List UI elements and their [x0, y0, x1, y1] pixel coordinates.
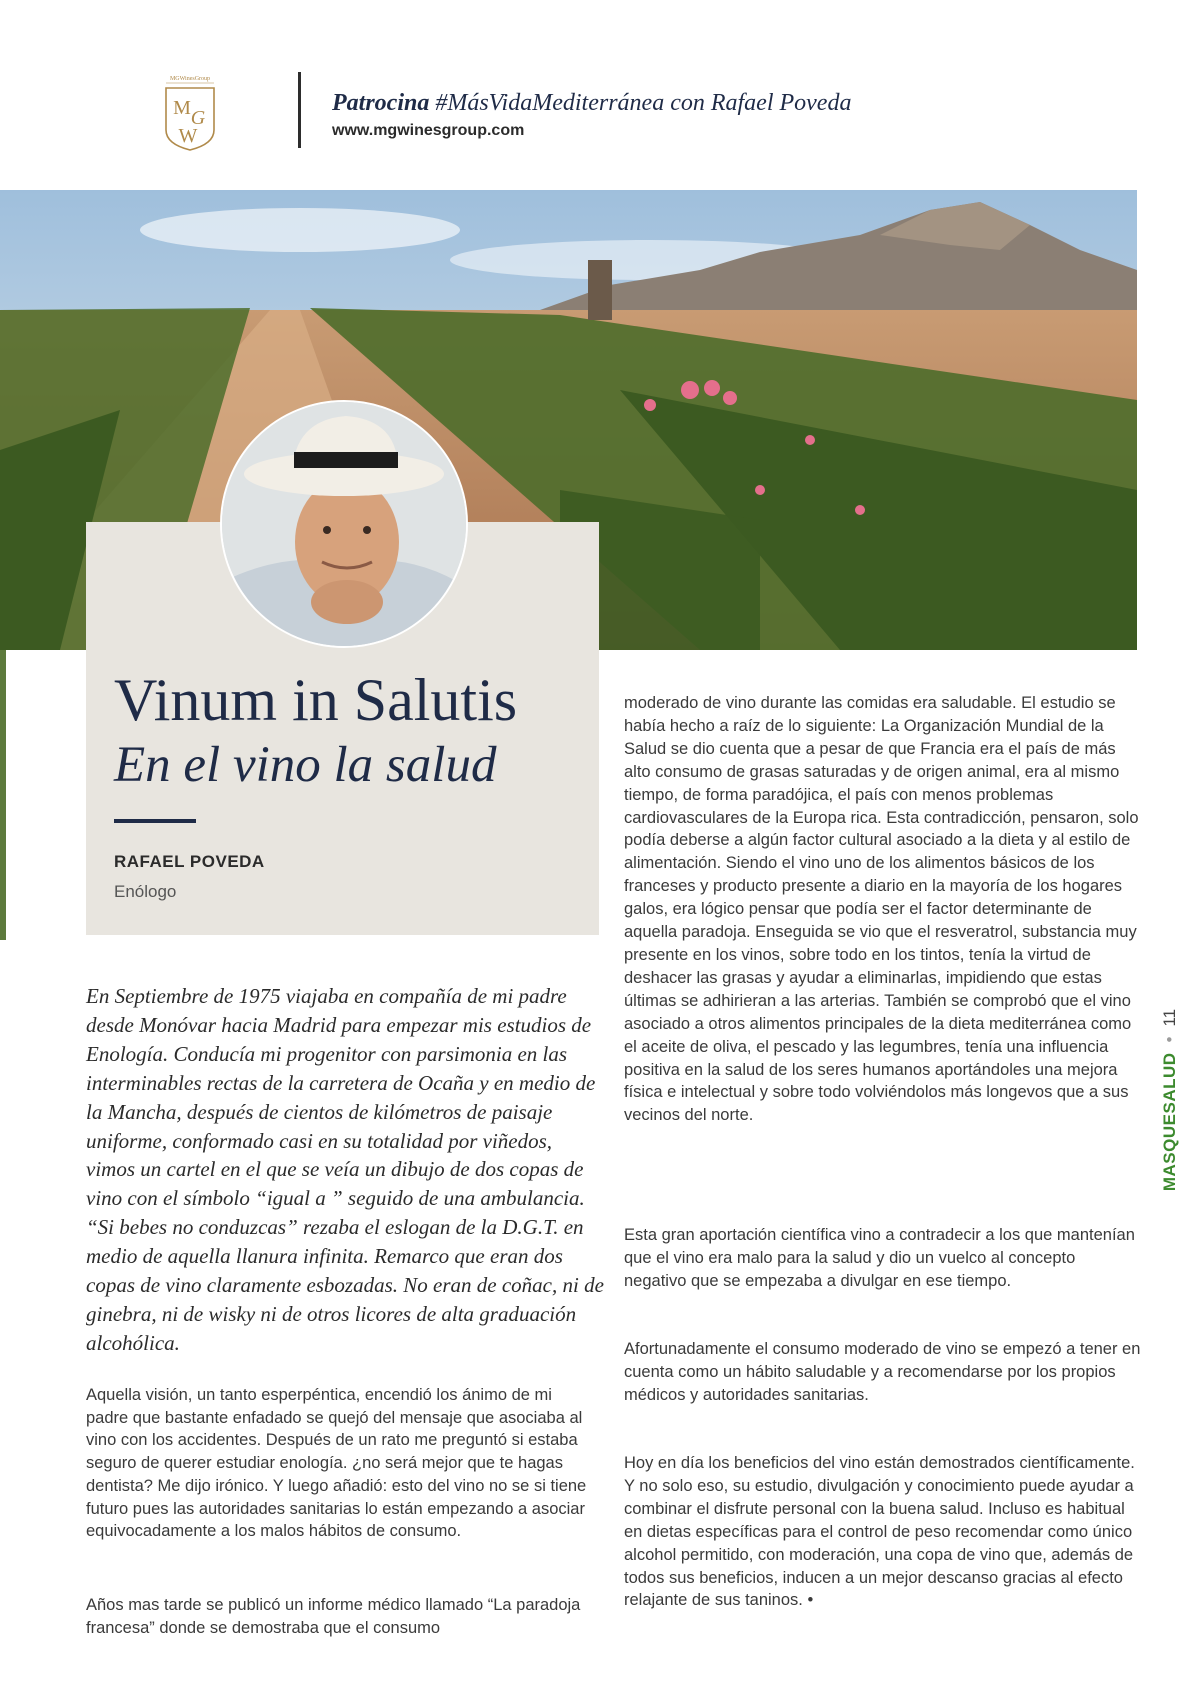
body-paragraph: Años mas tarde se publicó un informe médico llamado “La paradoja francesa” donde se demostraba que el consumo — [86, 1596, 581, 1637]
magazine-side-label — [1160, 1009, 1180, 1191]
author-portrait-photo — [220, 400, 468, 648]
article-subtitle: En el vino la salud — [114, 737, 497, 793]
body-paragraph: Hoy en día los beneficios del vino están demostrados científicamente. Y no solo eso, su estudio, divulgación y conocimiento puede ayudar a combinar el disfrute personal con la buena salud. Incluso es habitual en dietas específicas para el control de peso recomendar como único alcohol permitido, con moderación, una copa de vino que, además de todos sus beneficios, inducen a un mejor descanso gracias al efecto relajante de sus taninos. • — [624, 1454, 1135, 1610]
svg-text:M: M — [173, 97, 191, 119]
photo-edge-strip — [0, 650, 6, 940]
separator-dot: • — [1160, 1036, 1179, 1043]
svg-text:G: G — [190, 107, 206, 129]
body-paragraph: Aquella visión, un tanto esperpéntica, encendió los ánimo de mi padre que bastante enfadado se quejó del mensaje que asociaba al vino con los accidentes. Después de un rato me preguntó si estaba seguro de querer estudiar enología. ¿no será mejor que te hagas dentista? Me dijo irónico. Y luego añadió: esto del vino no se si tiene futuro pues las autoridades sanitarias lo están empezando a asociar equivocadamente a los malos hábitos de consumo. — [86, 1386, 587, 1541]
svg-text:W: W — [178, 125, 198, 147]
sponsor-line — [332, 90, 851, 117]
article-title: Vinum in Salutis — [114, 667, 518, 733]
magazine-brand: MASQUESALUD — [1160, 1052, 1179, 1192]
sponsor-prefix: Patrocina — [332, 90, 430, 116]
body-paragraph: Afortunadamente el consumo moderado de vino se empezó a tener en cuenta como un hábito saludable y a recomendarse por los propios médicos y autoridades sanitarias. — [624, 1340, 1141, 1404]
header-divider — [298, 72, 301, 148]
svg-text:MGWinesGroup: MGWinesGroup — [169, 76, 211, 82]
body-paragraph: moderado de vino durante las comidas era saludable. El estudio se había hecho a raíz de lo siguiente: La Organización Mundial de la Salud se dio cuenta que a pesar de que Francia era el país de más alto consumo de grasas saturadas y de origen animal, era al mismo tiempo, de forma paradójica, el país con menos problemas cardiovasculares de la Europa rica. Esta contradicción, pensaron, solo podía deberse a algún factor cultural asociado a la dieta y al estilo de alimentación. Siendo el vino uno de los alimentos básicos de los franceses y producto presente a diario en la mayoría de los hogares galos, era lógico pensar que podía ser el factor determinante de aquella paradoja. Enseguida se vio que el resveratrol, substancia muy presente en los vinos, sobre todo en los tintos, tenía la virtud de deshacer las grasas y ayudar a eliminarlas, impidiendo que estas últimas se adhirieran a las arterias. También se comprobó que el vino asociado a otros alimentos principales de la dieta mediterránea como el aceite de oliva, el pescado y las legumbres, tenía una influencia positiva en la salud de los seres humanos aportándoles una mejora física e intelectual y sobre todo volviéndolos más longevos que a sus vecinos del norte. — [624, 694, 1139, 1125]
page-number: 11 — [1160, 1008, 1179, 1027]
lead-paragraph: En Septiembre de 1975 viajaba en compañía de mi padre desde Monóvar hacia Madrid para empezar mis estudios de Enología. Conducía mi progenitor con parsimonia en las interminables rectas de la carretera de Ocaña y en medio de la Mancha, después de cientos de kilómetros de paisaje uniforme, conformado casi en su totalidad por viñedos, vimos un cartel en el que se veía un dibujo de dos copas de vino con el símbolo “igual a ” seguido de una ambulancia. “Si bebes no conduzcas” rezaba el eslogan de la D.G.T. en medio de aquella llanura infinita. Remarco que eran dos copas de vino claramente esbozadas. No eran de coñac, ni de ginebra, ni de wisky ni de otros licores de alta graduación alcohólica. — [86, 984, 604, 1355]
sponsor-text: #MásVidaMediterránea con Rafael Poveda — [429, 90, 852, 116]
author-name: RAFAEL POVEDA — [114, 852, 265, 871]
body-paragraph: Esta gran aportación científica vino a contradecir a los que mantenían que el vino era malo para la salud y dio un vuelco al concepto negativo que se empezaba a divulgar en ese tiempo. — [624, 1226, 1135, 1290]
website-link[interactable]: www.mgwinesgroup.com — [332, 122, 525, 139]
author-role: Enólogo — [114, 882, 177, 901]
title-rule — [114, 819, 196, 823]
mgw-monogram-logo-icon — [160, 72, 220, 152]
